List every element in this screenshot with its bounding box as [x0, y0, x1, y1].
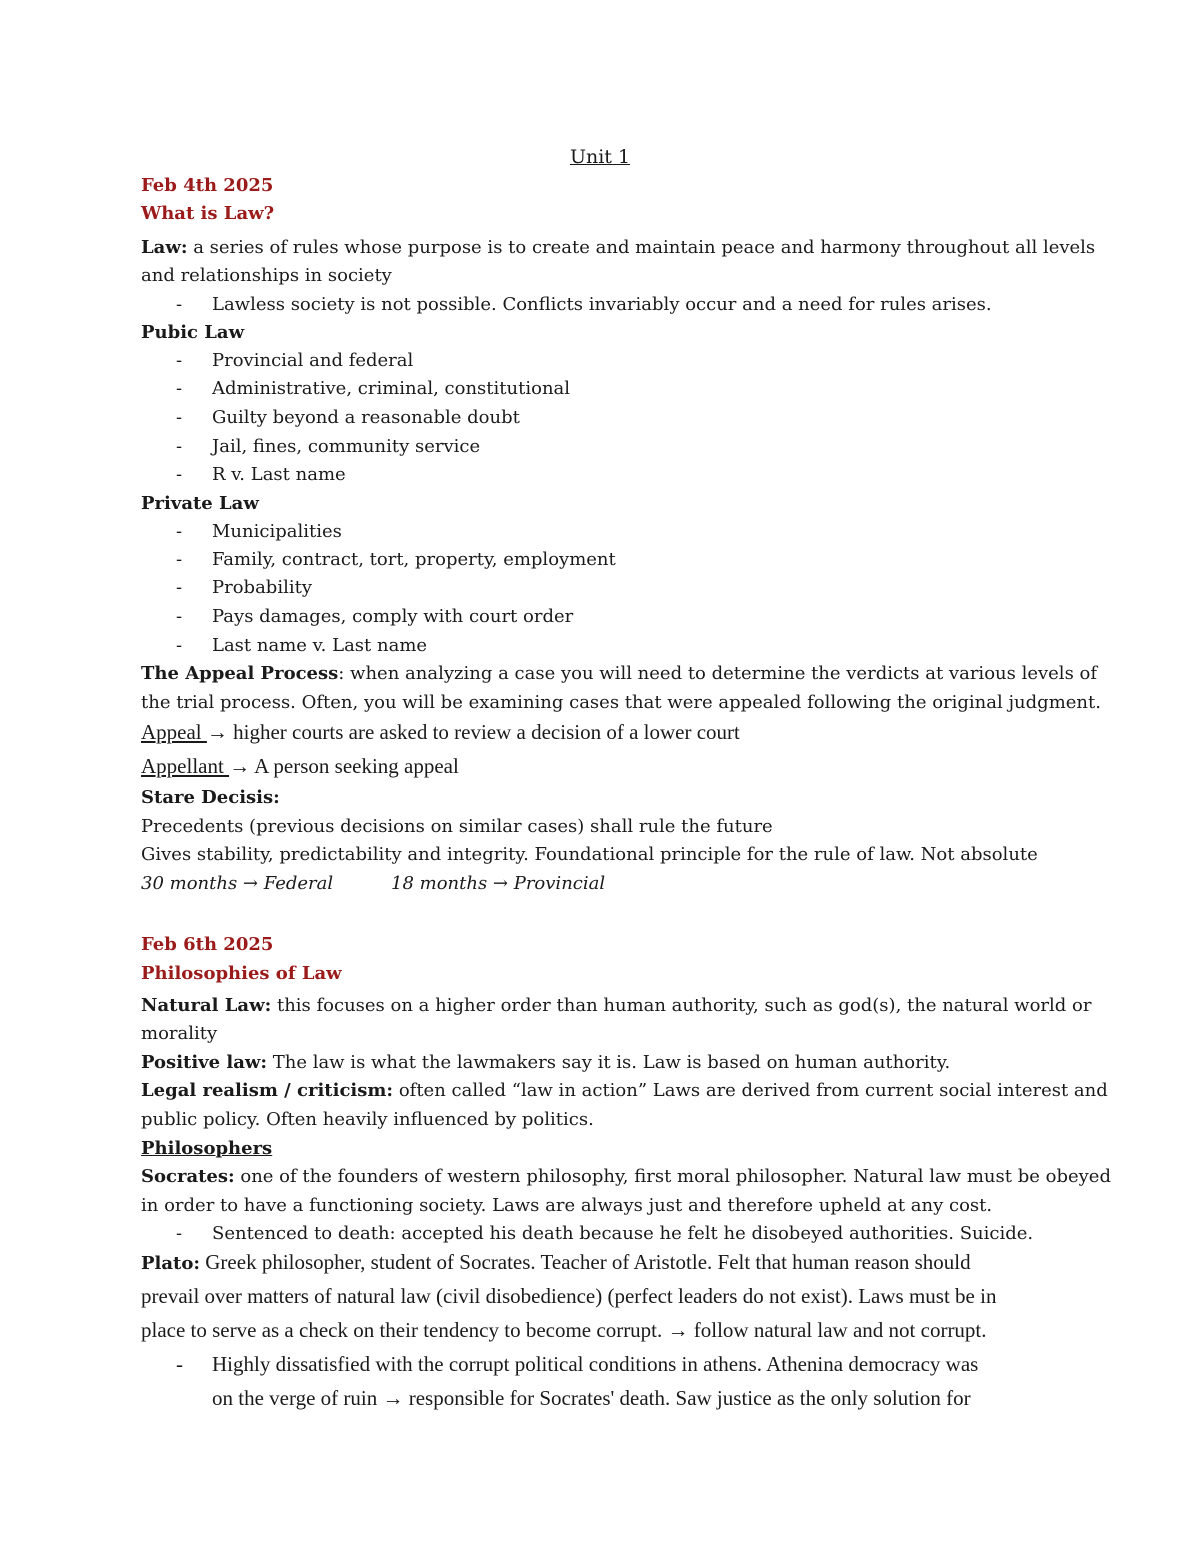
list-item-text: Family, contract, tort, property, employment	[212, 549, 616, 570]
natural-law-text: this focuses on a higher order than human authority, such as god(s), the natural world or	[271, 995, 1092, 1016]
bullet-dash: -	[176, 378, 183, 399]
appeal-term: Appeal	[141, 720, 207, 744]
plato-line-3: place to serve as a check on their tendency to become corrupt. → follow natural law and not corrupt.	[141, 1318, 987, 1342]
natural-law-line-2: morality	[141, 1023, 218, 1044]
law-term: Law:	[141, 237, 188, 258]
bullet-dash: -	[176, 350, 183, 371]
natural-law-term: Natural Law:	[141, 995, 272, 1016]
bullet-dash: -	[176, 294, 183, 315]
plato-text: Greek philosopher, student of Socrates. Teacher of Aristotle. Felt that human reason should	[200, 1250, 971, 1274]
page-title: Unit 1	[569, 146, 631, 168]
appeal-process-text: : when analyzing a case you will need to determine the verdicts at various levels of	[338, 663, 1098, 684]
list-item-text: Municipalities	[212, 521, 342, 542]
law-definition-text: a series of rules whose purpose is to create and maintain peace and harmony throughout all levels	[187, 237, 1096, 258]
socrates-term: Socrates:	[141, 1166, 235, 1187]
bullet-dash: -	[176, 1223, 183, 1244]
positive-law-line	[141, 1049, 1071, 1077]
stare-decisis-line-1: Precedents (previous decisions on similar cases) shall rule the future	[141, 816, 773, 837]
bullet-dash: -	[176, 606, 183, 627]
stare-decisis-heading: Stare Decisis:	[141, 787, 280, 808]
limitation-periods	[141, 870, 1071, 898]
federal-limit: 30 months → Federal	[141, 873, 334, 894]
appeal-process-line-1	[141, 660, 1098, 688]
list-item-text: Pays damages, comply with court order	[212, 606, 574, 627]
socrates-line-1	[141, 1163, 1111, 1191]
positive-law-term: Positive law:	[141, 1052, 267, 1073]
appellant-definition-text: → A person seeking appeal	[229, 754, 459, 778]
legal-realism-text: often called “law in action” Laws are derived from current social interest and	[393, 1080, 1108, 1101]
socrates-line-2: in order to have a functioning society. Laws are always just and therefore upheld at any cost.	[141, 1195, 993, 1216]
appellant-term: Appellant	[141, 754, 230, 778]
appeal-definition	[141, 718, 1071, 746]
list-item-text: R v. Last name	[212, 464, 346, 485]
appellant-definition	[141, 752, 1071, 780]
plato-line-2: prevail over matters of natural law (civil disobedience) (perfect leaders do not exist). Laws must be in	[141, 1284, 997, 1308]
appeal-process-term: The Appeal Process	[141, 663, 339, 684]
bullet-dash: -	[176, 635, 183, 656]
law-definition-line-1	[141, 234, 1096, 262]
bullet-dash: -	[176, 1352, 183, 1376]
legal-realism-line-1	[141, 1077, 1108, 1105]
provincial-limit: 18 months → Provincial	[391, 873, 606, 894]
appeal-definition-text: → higher courts are asked to review a decision of a lower court	[206, 720, 740, 744]
bullet-dash: -	[176, 521, 183, 542]
plato-term: Plato:	[141, 1253, 201, 1274]
private-law-heading: Private Law	[141, 493, 259, 514]
bullet-dash: -	[176, 436, 183, 457]
list-item-text: on the verge of ruin → responsible for Socrates' death. Saw justice as the only solution for	[212, 1386, 971, 1410]
plato-line-1	[141, 1248, 1071, 1278]
stare-decisis-line-2: Gives stability, predictability and integrity. Foundational principle for the rule of law. Not absolute	[141, 844, 1038, 865]
date-heading-feb-4: Feb 4th 2025	[141, 175, 274, 196]
natural-law-line-1	[141, 992, 1092, 1020]
list-item-text: Sentenced to death: accepted his death because he felt he disobeyed authorities. Suicide.	[212, 1223, 1034, 1244]
public-law-heading: Pubic Law	[141, 322, 245, 343]
positive-law-text: The law is what the lawmakers say it is. Law is based on human authority.	[267, 1052, 951, 1073]
list-item-text: Provincial and federal	[212, 350, 414, 371]
law-definition-line-2: and relationships in society	[141, 265, 392, 286]
legal-realism-line-2: public policy. Often heavily influenced by politics.	[141, 1109, 594, 1130]
bullet-dash: -	[176, 464, 183, 485]
bullet-dash: -	[176, 577, 183, 598]
list-item-text: Lawless society is not possible. Conflicts invariably occur and a need for rules arises.	[212, 294, 992, 315]
bullet-dash: -	[176, 407, 183, 428]
section-heading-philosophies: Philosophies of Law	[141, 963, 342, 984]
list-item-text: Jail, fines, community service	[212, 436, 481, 457]
legal-realism-term: Legal realism / criticism:	[141, 1080, 394, 1101]
section-heading-what-is-law: What is Law?	[141, 203, 275, 224]
list-item-text: Last name v. Last name	[212, 635, 428, 656]
list-item-text: Highly dissatisfied with the corrupt political conditions in athens. Athenina democracy was	[212, 1352, 979, 1376]
list-item-text: Administrative, criminal, constitutional	[212, 378, 571, 399]
bullet-dash: -	[176, 549, 183, 570]
list-item-text: Guilty beyond a reasonable doubt	[212, 407, 520, 428]
philosophers-heading: Philosophers	[141, 1138, 273, 1159]
appeal-process-line-2: the trial process. Often, you will be examining cases that were appealed following the original judgment.	[141, 692, 1101, 713]
date-heading-feb-6: Feb 6th 2025	[141, 934, 274, 955]
socrates-text: one of the founders of western philosophy, first moral philosopher. Natural law must be obeyed	[234, 1166, 1111, 1187]
list-item-text: Probability	[212, 577, 313, 598]
